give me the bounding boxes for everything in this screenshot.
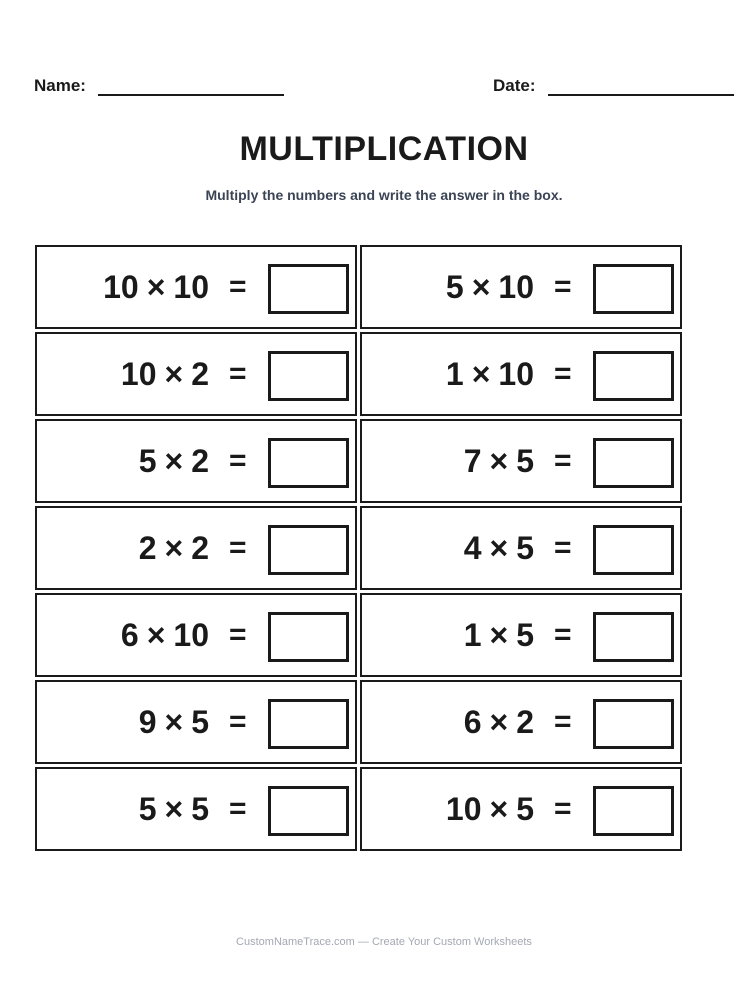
equals-sign: = — [554, 792, 572, 825]
equals-sign: = — [554, 705, 572, 738]
answer-box[interactable] — [268, 351, 349, 401]
factor-a: 5 — [445, 269, 464, 305]
problem-cell — [35, 506, 357, 590]
factor-b: 2 — [191, 530, 209, 566]
date-label: Date: — [493, 76, 536, 95]
problem-cell — [360, 245, 682, 329]
problem-cell — [360, 680, 682, 764]
problem-expression — [446, 334, 534, 414]
answer-box[interactable] — [593, 786, 674, 836]
factor-b: 10 — [498, 356, 534, 392]
problem-cell — [35, 419, 357, 503]
date-write-line[interactable] — [548, 80, 734, 96]
problem-cell — [360, 332, 682, 416]
times-sign: × — [164, 704, 184, 740]
factor-a: 10 — [120, 356, 157, 392]
answer-box[interactable] — [268, 438, 349, 488]
factor-a: 1 — [445, 356, 464, 392]
answer-box[interactable] — [268, 612, 349, 662]
times-sign: × — [489, 443, 509, 479]
answer-box[interactable] — [593, 351, 674, 401]
factor-b: 10 — [498, 269, 534, 305]
factor-a: 10 — [103, 269, 139, 305]
answer-box[interactable] — [593, 699, 674, 749]
answer-box[interactable] — [268, 699, 349, 749]
problem-cell — [35, 593, 357, 677]
factor-b: 5 — [516, 791, 534, 827]
factor-a: 1 — [463, 617, 482, 653]
times-sign: × — [489, 530, 509, 566]
problem-expression — [139, 421, 209, 501]
footer: CustomNameTrace.com — Create Your Custom Worksheets — [236, 936, 532, 948]
problem-cell — [360, 419, 682, 503]
answer-box[interactable] — [593, 264, 674, 314]
equals-sign: = — [554, 618, 572, 651]
answer-box[interactable] — [268, 264, 349, 314]
problem-grid — [35, 245, 682, 851]
times-sign: × — [471, 269, 491, 305]
answer-box[interactable] — [268, 525, 349, 575]
factor-b: 2 — [191, 443, 209, 479]
times-sign: × — [489, 704, 509, 740]
equals-sign: = — [229, 444, 247, 477]
problem-expression — [464, 508, 534, 588]
equals-sign: = — [229, 357, 247, 390]
times-sign: × — [146, 269, 166, 305]
equals-sign: = — [554, 270, 572, 303]
factor-b: 10 — [173, 269, 209, 305]
problem-expression — [103, 247, 209, 327]
factor-a: 2 — [138, 530, 157, 566]
factor-a: 7 — [463, 443, 482, 479]
factor-b: 2 — [516, 704, 534, 740]
times-sign: × — [164, 791, 184, 827]
equals-sign: = — [229, 270, 247, 303]
factor-b: 5 — [191, 704, 209, 740]
times-sign: × — [489, 791, 509, 827]
name-write-line[interactable] — [98, 80, 284, 96]
problem-expression — [464, 595, 534, 675]
name-label: Name: — [34, 76, 86, 95]
problem-cell — [35, 245, 357, 329]
date-field — [493, 76, 734, 96]
problem-expression — [121, 595, 209, 675]
answer-box[interactable] — [268, 786, 349, 836]
problem-expression — [139, 769, 209, 849]
times-sign: × — [164, 443, 184, 479]
factor-a: 6 — [120, 617, 139, 653]
times-sign: × — [164, 530, 184, 566]
page-title: MULTIPLICATION — [239, 130, 529, 168]
equals-sign: = — [229, 705, 247, 738]
factor-b: 5 — [516, 443, 534, 479]
problem-cell — [360, 506, 682, 590]
factor-a: 6 — [463, 704, 482, 740]
problem-cell — [360, 767, 682, 851]
problem-expression — [121, 334, 209, 414]
times-sign: × — [164, 356, 184, 392]
factor-a: 10 — [445, 791, 482, 827]
answer-box[interactable] — [593, 525, 674, 575]
equals-sign: = — [229, 792, 247, 825]
answer-box[interactable] — [593, 612, 674, 662]
times-sign: × — [146, 617, 166, 653]
equals-sign: = — [554, 444, 572, 477]
factor-a: 5 — [138, 443, 157, 479]
equals-sign: = — [229, 618, 247, 651]
problem-expression — [446, 247, 534, 327]
instructions: Multiply the numbers and write the answer in the box. — [205, 187, 563, 203]
factor-b: 10 — [173, 617, 209, 653]
factor-b: 5 — [516, 617, 534, 653]
times-sign: × — [471, 356, 491, 392]
problem-cell — [35, 332, 357, 416]
problem-cell — [35, 680, 357, 764]
equals-sign: = — [554, 531, 572, 564]
factor-a: 5 — [138, 791, 157, 827]
factor-b: 2 — [191, 356, 209, 392]
factor-a: 4 — [463, 530, 482, 566]
problem-expression — [446, 769, 534, 849]
problem-cell — [35, 767, 357, 851]
problem-cell — [360, 593, 682, 677]
answer-box[interactable] — [593, 438, 674, 488]
problem-expression — [464, 421, 534, 501]
problem-expression — [464, 682, 534, 762]
equals-sign: = — [229, 531, 247, 564]
factor-b: 5 — [191, 791, 209, 827]
times-sign: × — [489, 617, 509, 653]
equals-sign: = — [554, 357, 572, 390]
problem-expression — [139, 508, 209, 588]
factor-a: 9 — [138, 704, 157, 740]
problem-expression — [139, 682, 209, 762]
factor-b: 5 — [516, 530, 534, 566]
name-field — [34, 76, 284, 96]
